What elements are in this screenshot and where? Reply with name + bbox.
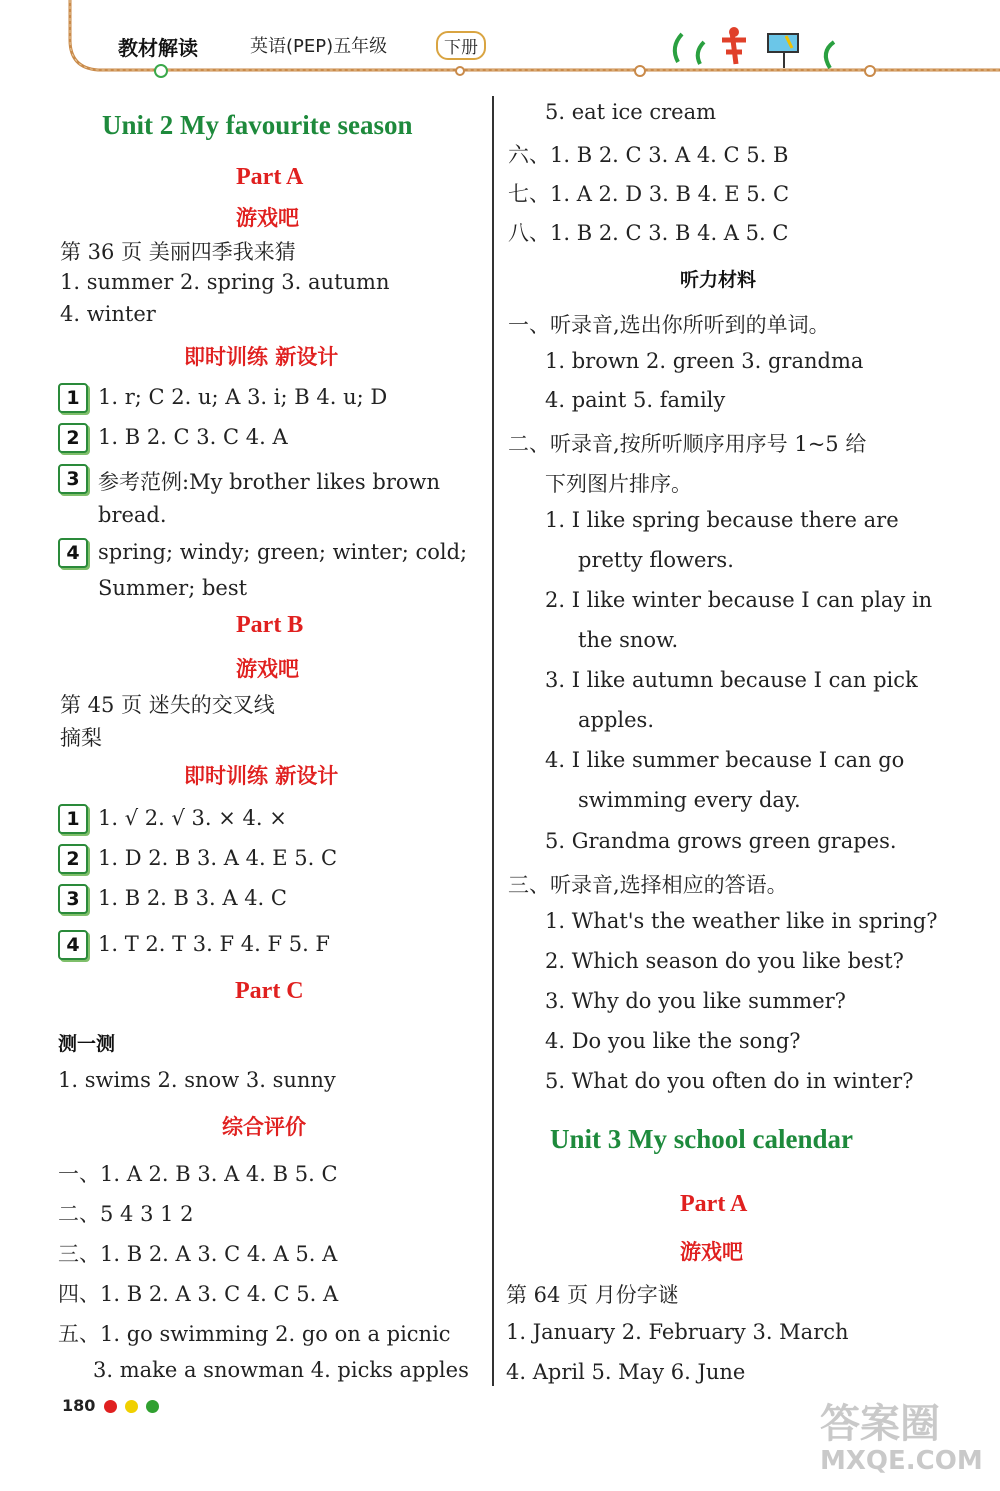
part-a-game-answers-2: 4. winter (60, 302, 156, 326)
part-b-q4-number-icon: 4 (58, 930, 88, 960)
part-a-q1-answers: 1. r; C 2. u; A 3. i; B 4. u; D (98, 385, 388, 409)
part-c-label: Part C (235, 978, 304, 1004)
listening-2-item-3-line-2: apples. (578, 708, 655, 732)
part-b-q2-answers: 1. D 2. B 3. A 4. E 5. C (98, 846, 338, 870)
eval-section-6: 六、1. B 2. C 3. A 4. C 5. B (508, 143, 789, 167)
listening-1-words-1: 1. brown 2. green 3. grandma (545, 349, 864, 373)
part-b-training-title: 即时训练 新设计 (184, 764, 339, 788)
listening-2-item-4-line-2: swimming every day. (578, 788, 801, 812)
green-dot-icon (146, 1400, 159, 1413)
part-b-q1-number-icon: 1 (58, 804, 88, 834)
part-c-test-answers: 1. swims 2. snow 3. sunny (58, 1068, 336, 1092)
part-a-q4-answers-1: spring; windy; green; winter; cold; (98, 540, 468, 564)
eval-section-5-line-2: 3. make a snowman 4. picks apples (93, 1358, 469, 1382)
header-volume-badge: 下册 (436, 31, 486, 60)
yellow-dot-icon (125, 1400, 138, 1413)
listening-1-title: 一、听录音,选出你所听到的单词。 (508, 313, 830, 337)
eval-section-2: 二、5 4 3 1 2 (58, 1202, 194, 1226)
part-a-game-ref: 第 36 页 美丽四季我来猜 (60, 240, 296, 264)
part-a-game-title: 游戏吧 (236, 206, 299, 230)
part-b-game-ref: 第 45 页 迷失的交叉线 (60, 693, 275, 717)
column-divider (492, 96, 494, 1386)
red-dot-icon (104, 1400, 117, 1413)
part-b-label: Part B (236, 612, 304, 638)
part-b-q3-number-icon: 3 (58, 884, 88, 914)
listening-2-title: 二、听录音,按所听顺序用序号 1~5 给 (508, 432, 867, 456)
part-b-q1-answers: 1. √ 2. √ 3. × 4. × (98, 806, 287, 830)
listening-3-item-3: 3. Why do you like summer? (545, 989, 846, 1013)
part-a-q1-number-icon: 1 (58, 383, 88, 413)
eval-section-5-line-3: 5. eat ice cream (545, 100, 717, 124)
eval-section-4: 四、1. B 2. A 3. C 4. C 5. A (58, 1282, 339, 1306)
part-a-q3-answers-2: bread. (98, 503, 167, 527)
part-a-training-title: 即时训练 新设计 (184, 345, 339, 369)
part-c-test-title: 测一测 (58, 1033, 116, 1055)
header-decoration-icons (660, 22, 860, 72)
eval-section-1: 一、1. A 2. B 3. A 4. B 5. C (58, 1162, 338, 1186)
part-c-eval-title: 综合评价 (222, 1115, 306, 1139)
part-a-label: Part A (236, 164, 304, 190)
part-a-q2-answers: 1. B 2. C 3. C 4. A (98, 425, 288, 449)
part-a-game-answers-1: 1. summer 2. spring 3. autumn (60, 270, 390, 294)
unit3-months-1: 1. January 2. February 3. March (506, 1320, 849, 1344)
listening-2-item-4-line-1: 4. I like summer because I can go (545, 748, 905, 772)
listening-3-item-4: 4. Do you like the song? (545, 1029, 801, 1053)
listening-3-item-5: 5. What do you often do in winter? (545, 1069, 914, 1093)
page-number: 180 (62, 1396, 96, 1415)
unit3-title: Unit 3 My school calendar (550, 1124, 853, 1154)
unit3-game-ref: 第 64 页 月份字谜 (506, 1283, 679, 1307)
part-a-q4-number-icon: 4 (58, 538, 88, 568)
listening-2-item-3-line-1: 3. I like autumn because I can pick (545, 668, 918, 692)
eval-section-5-line-1: 五、1. go swimming 2. go on a picnic (58, 1322, 451, 1346)
part-a-q3-answers-1: 参考范例:My brother likes brown (98, 470, 441, 494)
listening-3-item-2: 2. Which season do you like best? (545, 949, 904, 973)
eval-section-7: 七、1. A 2. D 3. B 4. E 5. C (508, 182, 790, 206)
listening-1-words-2: 4. paint 5. family (545, 388, 726, 412)
part-b-game-answer: 摘梨 (60, 726, 102, 750)
watermark-url: MXQE.COM (820, 1446, 983, 1476)
header-title: 教材解读 (118, 36, 198, 60)
listening-2-item-2-line-2: the snow. (578, 628, 679, 652)
unit3-part-a-label: Part A (680, 1191, 748, 1217)
unit2-title: Unit 2 My favourite season (102, 110, 413, 140)
eval-section-3: 三、1. B 2. A 3. C 4. A 5. A (58, 1242, 338, 1266)
watermark-logo-text: 答案圈 (820, 1401, 940, 1447)
part-b-game-title: 游戏吧 (236, 657, 299, 681)
part-b-q4-answers: 1. T 2. T 3. F 4. F 5. F (98, 932, 330, 956)
listening-2-item-2-line-1: 2. I like winter because I can play in (545, 588, 933, 612)
part-b-q3-answers: 1. B 2. B 3. A 4. C (98, 886, 287, 910)
listening-3-title: 三、听录音,选择相应的答语。 (508, 873, 788, 897)
listening-2-item-1-line-2: pretty flowers. (578, 548, 734, 572)
listening-2-item-1-line-1: 1. I like spring because there are (545, 508, 899, 532)
part-a-q4-answers-2: Summer; best (98, 576, 248, 600)
unit3-months-2: 4. April 5. May 6. June (506, 1360, 746, 1384)
listening-title: 听力材料 (680, 269, 757, 291)
eval-section-8: 八、1. B 2. C 3. B 4. A 5. C (508, 221, 789, 245)
part-b-q2-number-icon: 2 (58, 844, 88, 874)
listening-3-item-1: 1. What's the weather like in spring? (545, 909, 938, 933)
listening-2-item-5: 5. Grandma grows green grapes. (545, 829, 897, 853)
header-subject: 英语(PEP)五年级 (250, 36, 388, 57)
part-a-q3-number-icon: 3 (58, 464, 88, 494)
listening-2-title-cont: 下列图片排序。 (545, 472, 692, 496)
page-number-badge (62, 1396, 159, 1415)
unit3-game-title: 游戏吧 (680, 1240, 743, 1264)
part-a-q2-number-icon: 2 (58, 423, 88, 453)
